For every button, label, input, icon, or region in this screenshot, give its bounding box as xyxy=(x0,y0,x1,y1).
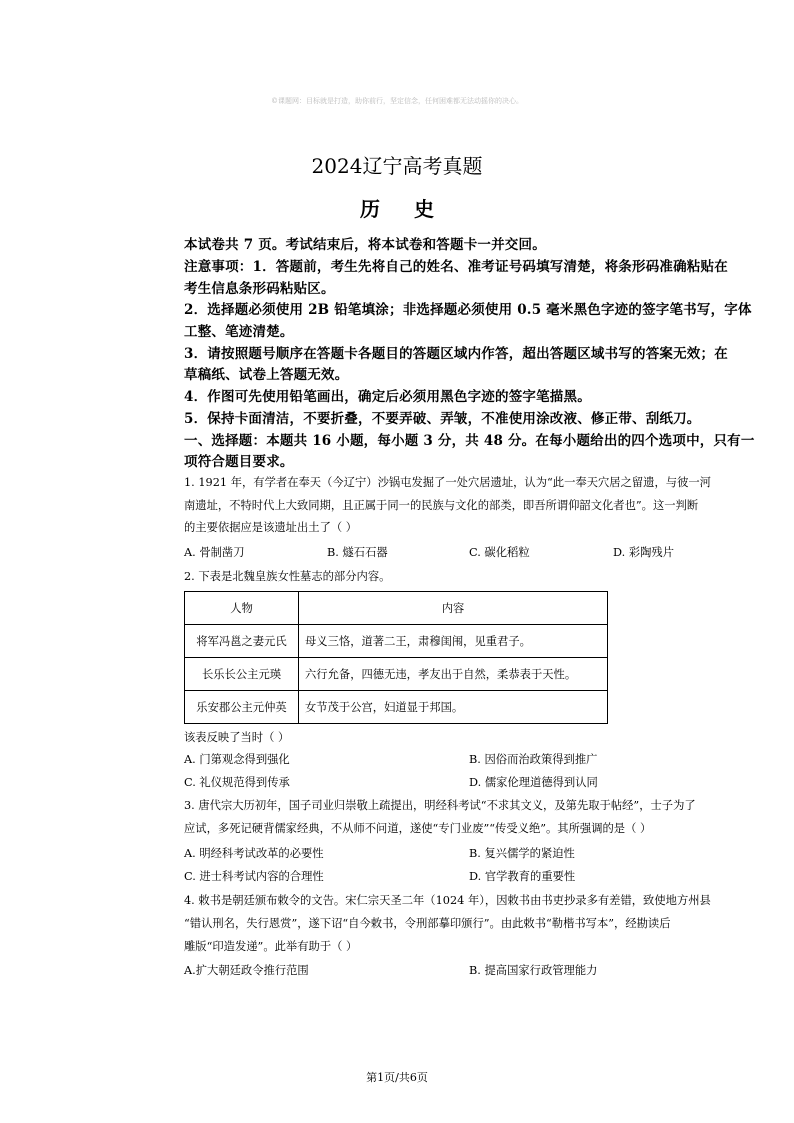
q1-option-b: B. 燧石石器 xyxy=(327,546,388,559)
q2-option-a: A. 门第观念得到强化 xyxy=(184,753,290,766)
table-cell-person: 乐安郡公主元仲英 xyxy=(185,691,299,724)
q1-option-c: C. 碳化稻粒 xyxy=(469,546,530,559)
watermark-text: ©课题网：目标就是打造，助你前行，坚定信念，任何困难都无法动摇你的决心。 xyxy=(271,97,523,105)
q4-option-b: B. 提高国家行政管理能力 xyxy=(469,964,598,977)
exam-title: 2024辽宁高考真题 xyxy=(311,154,483,178)
instruction-line: 5．保持卡面清洁，不要折叠，不要弄破、弄皱，不准使用涂改液、修正带、刮纸刀。 xyxy=(184,411,701,427)
instruction-line: 3．请按照题号顺序在答题卡各题目的答题区域内作答，超出答题区域书写的答案无效；在 xyxy=(184,346,728,362)
table-header-person: 人物 xyxy=(185,592,299,625)
q4-stem: 雕版“印造发递”。此举有助于（ ） xyxy=(184,940,358,953)
q2-table xyxy=(184,591,608,724)
section-heading: 项符合题目要求。 xyxy=(184,454,294,470)
q2-question: 该表反映了当时（ ） xyxy=(184,731,290,744)
q2-option-b: B. 因俗而治政策得到推广 xyxy=(469,753,598,766)
q1-option-a: A. 骨制凿刀 xyxy=(184,546,245,559)
q3-option-b: B. 复兴儒学的紧迫性 xyxy=(469,847,575,860)
q3-stem: 应试，多死记硬背儒家经典，不从师不问道，遂使“专门业废”“传受义绝”。其所强调的是（ ） xyxy=(184,822,652,835)
table-row xyxy=(185,625,608,658)
table-cell-content: 女节茂于公宫，妇道显于邦国。 xyxy=(299,691,608,724)
table-header-row xyxy=(185,592,608,625)
q3-option-a: A. 明经科考试改革的必要性 xyxy=(184,847,324,860)
instruction-line: 考生信息条形码粘贴区。 xyxy=(184,281,335,297)
q3-option-c: C. 进士科考试内容的合理性 xyxy=(184,870,324,883)
table-cell-content: 母义三恪，道著二王，肃穆闺闱，见重君子。 xyxy=(299,625,608,658)
table-cell-person: 长乐长公主元瑛 xyxy=(185,658,299,691)
q4-stem: “错认刑名，失行恩赏”，遂下诏“自今敕书，令刑部摹印颁行”。由此敕书“勒楷书写本”，经勘读后 xyxy=(184,917,671,930)
q1-stem: 1. 1921 年，有学者在奉天（今辽宁）沙锅屯发掘了一处穴居遗址，认为“此一奉天穴居之留遗，与彼一河 xyxy=(184,476,711,489)
q1-stem: 南遗址，不特时代上大致同期，且正属于同一的民族与文化的部类，即吾所谓仰韶文化者也”。这一判断 xyxy=(184,499,699,512)
q1-stem: 的主要依据应是该遗址出土了（ ） xyxy=(184,521,358,534)
table-cell-person: 将军冯邕之妻元氏 xyxy=(185,625,299,658)
q2-stem: 2. 下表是北魏皇族女性墓志的部分内容。 xyxy=(184,570,391,583)
q4-option-a: A.扩大朝廷政令推行范围 xyxy=(184,964,309,977)
table-row xyxy=(185,658,608,691)
q2-option-d: D. 儒家伦理道德得到认同 xyxy=(469,776,598,789)
q2-option-c: C. 礼仪规范得到传承 xyxy=(184,776,290,789)
instruction-line: 4．作图可先使用铅笔画出，确定后必须用黑色字迹的签字笔描黑。 xyxy=(184,389,591,405)
page-footer: 第1页/共6页 xyxy=(366,1071,428,1084)
table-header-content: 内容 xyxy=(299,592,608,625)
instruction-line: 注意事项：1．答题前，考生先将自己的姓名、准考证号码填写清楚，将条形码准确粘贴在 xyxy=(184,259,728,275)
subject-title: 历史 xyxy=(360,197,468,221)
table-row xyxy=(185,691,608,724)
table-cell-content: 六行允备，四德无违，孝友出于自然，柔恭表于天性。 xyxy=(299,658,608,691)
instruction-line: 草稿纸、试卷上答题无效。 xyxy=(184,367,349,383)
instruction-line: 2．选择题必须使用 2B 铅笔填涂；非选择题必须使用 0.5 毫米黑色字迹的签字笔书写，字体 xyxy=(184,302,752,318)
instruction-line: 本试卷共 7 页。考试结束后，将本试卷和答题卡一并交回。 xyxy=(184,237,546,253)
q1-option-d: D. 彩陶残片 xyxy=(613,546,675,559)
q4-stem: 4. 敕书是朝廷颁布敕令的文告。宋仁宗天圣二年（1024 年），因敕书由书吏抄录多有差错，致使地方州县 xyxy=(184,894,711,907)
q3-stem: 3. 唐代宗大历初年，国子司业归崇敬上疏提出，明经科考试“不求其文义，及第先取于帖经”，士子为了 xyxy=(184,799,696,812)
q3-option-d: D. 官学教育的重要性 xyxy=(469,870,576,883)
instruction-line: 工整、笔迹清楚。 xyxy=(184,324,294,340)
section-heading: 一、选择题：本题共 16 小题，每小题 3 分，共 48 分。在每小题给出的四个选项中，只有一 xyxy=(184,433,755,449)
